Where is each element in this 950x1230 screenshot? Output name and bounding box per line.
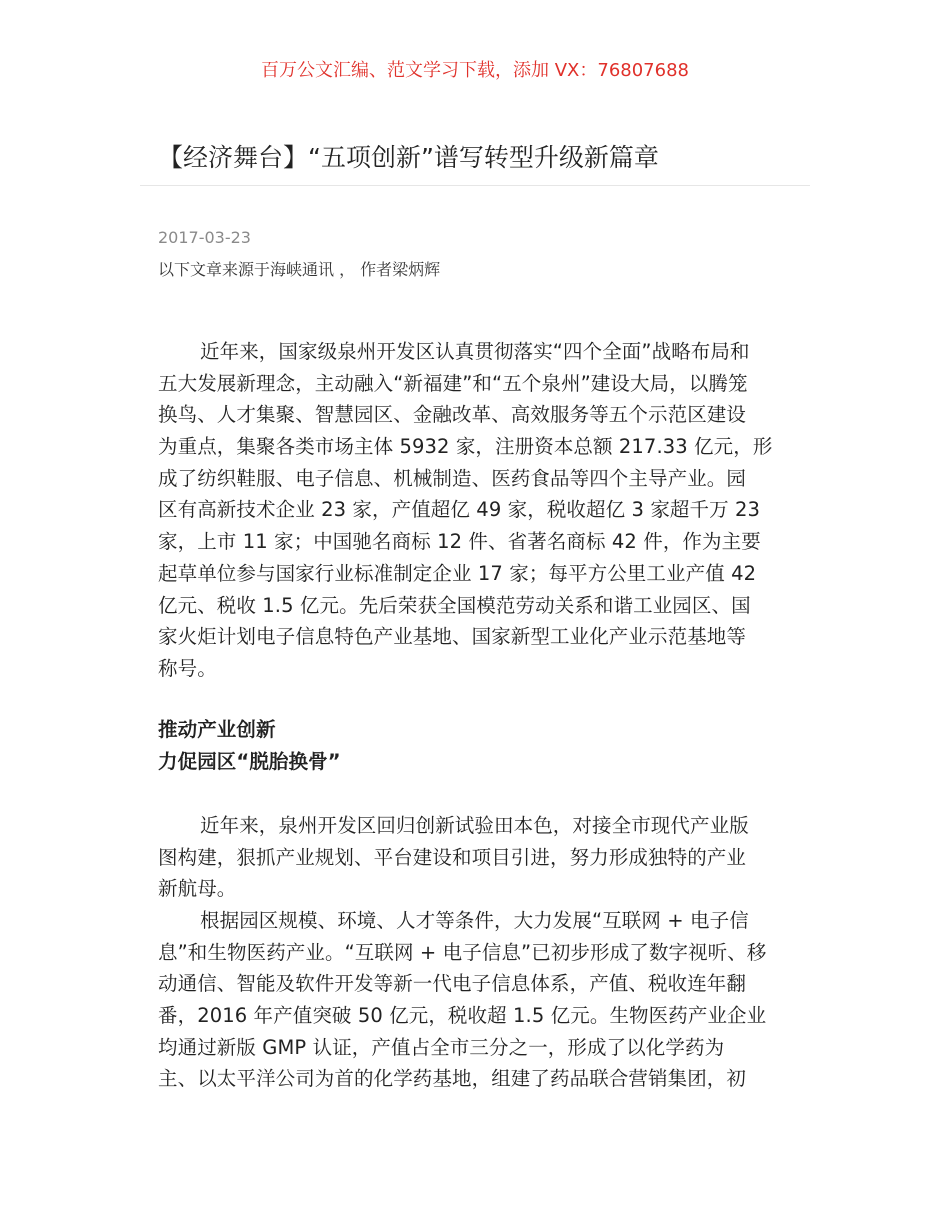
text-line: 家火炬计划电子信息特色产业基地、国家新型工业化产业示范基地等 xyxy=(158,625,747,649)
text-line: 近年来，泉州开发区回归创新试验田本色，对接全市现代产业版 xyxy=(200,814,749,837)
article-source: 以下文章来源于海峡通讯 ， 作者梁炳辉 xyxy=(158,260,441,279)
promo-banner: 百万公文汇编、范文学习下载，添加 VX：76807688 xyxy=(261,60,689,81)
text-line: 均通过新版 GMP 认证，产值占全市三分之一，形成了以化学药为 xyxy=(158,1035,725,1059)
text-line: 图构建，狠抓产业规划、平台建设和项目引进，努力形成独特的产业 xyxy=(158,845,747,869)
paragraph-3 xyxy=(158,905,798,1095)
article-date: 2017-03-23 xyxy=(158,228,251,247)
text-line: 家，上市 11 家；中国驰名商标 12 件、省著名商标 42 件，作为主要 xyxy=(158,530,761,554)
text-line: 息”和生物医药产业。“互联网 + 电子信息”已初步形成了数字视听、移 xyxy=(158,940,767,964)
article-title: 【经济舞台】“五项创新”谱写转型升级新篇章 xyxy=(158,143,659,172)
text-line: 为重点，集聚各类市场主体 5932 家，注册资本总额 217.33 亿元，形 xyxy=(158,435,773,459)
text-line: 近年来，国家级泉州开发区认真贯彻落实“四个全面”战略布局和 xyxy=(200,340,750,363)
text-line: 换鸟、人才集聚、智慧园区、金融改革、高效服务等五个示范区建设 xyxy=(158,403,747,427)
text-line: 番，2016 年产值突破 50 亿元，税收超 1.5 亿元。生物医药产业企业 xyxy=(158,1004,767,1028)
text-line: 成了纺织鞋服、电子信息、机械制造、医药食品等四个主导产业。园 xyxy=(158,466,747,490)
heading-line: 推动产业创新 xyxy=(158,718,276,741)
text-line: 新航母。 xyxy=(158,877,237,901)
section-heading xyxy=(158,714,798,777)
text-line: 起草单位参与国家行业标准制定企业 17 家；每平方公里工业产值 42 xyxy=(158,561,757,585)
text-line: 区有高新技术企业 23 家，产值超亿 49 家，税收超亿 3 家超千万 23 xyxy=(158,498,761,522)
text-line: 根据园区规模、环境、人才等条件，大力发展“互联网 + 电子信 xyxy=(200,909,749,932)
text-line: 动通信、智能及软件开发等新一代电子信息体系，产值、税收连年翻 xyxy=(158,972,747,996)
paragraph-1 xyxy=(158,336,798,685)
text-line: 称号。 xyxy=(158,656,217,680)
heading-line: 力促园区“脱胎换骨” xyxy=(158,749,341,773)
paragraph-2 xyxy=(158,810,798,905)
text-line: 亿元、税收 1.5 亿元。先后荣获全国模范劳动关系和谐工业园区、国 xyxy=(158,593,751,617)
title-divider xyxy=(140,185,810,186)
text-line: 五大发展新理念，主动融入“新福建”和“五个泉州”建设大局，以腾笼 xyxy=(158,371,748,395)
text-line: 主、以太平洋公司为首的化学药基地，组建了药品联合营销集团，初 xyxy=(158,1067,747,1091)
